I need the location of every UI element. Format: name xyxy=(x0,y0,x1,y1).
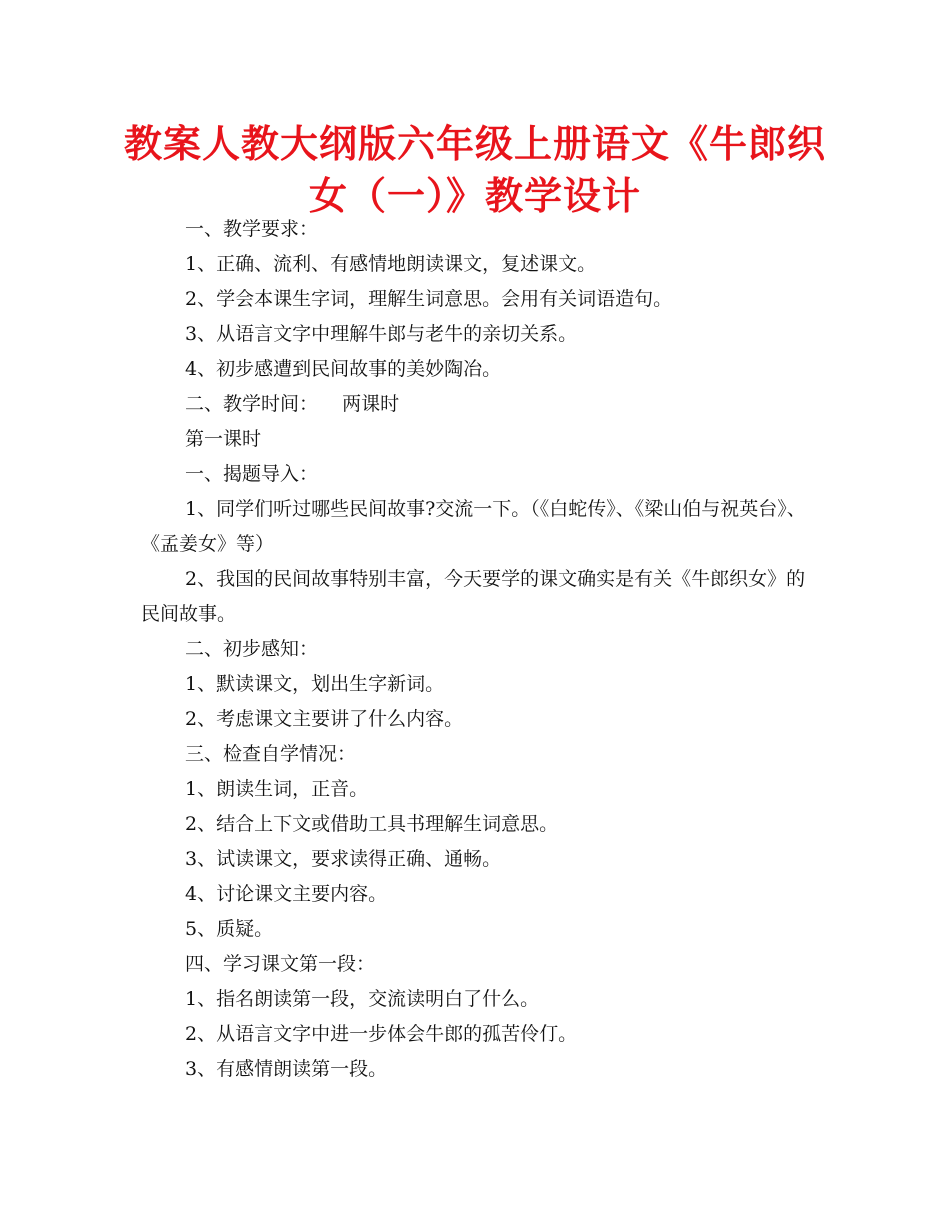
section-heading-time: 二、教学时间： 两课时 xyxy=(185,393,400,415)
section-heading-first-part: 四、学习课文第一段： xyxy=(185,953,376,975)
self-study-item: 2、结合上下文或借助工具书理解生词意思。 xyxy=(185,813,559,835)
section-heading-perception: 二、初步感知： xyxy=(185,638,319,660)
section-heading-self-study: 三、检查自学情况： xyxy=(185,743,357,765)
section-heading-intro: 一、揭题导入： xyxy=(185,463,319,485)
intro-item: 2、我国的民间故事特别丰富，今天要学的课文确实是有关《牛郎织女》的民间故事。 xyxy=(141,568,806,625)
document-title: 教案人教大纲版六年级上册语文《牛郎织女（一）》教学设计 xyxy=(123,122,826,218)
first-part-item: 1、指名朗读第一段，交流读明白了什么。 xyxy=(185,988,540,1010)
self-study-item: 1、朗读生词，正音。 xyxy=(185,778,369,800)
lesson-heading: 第一课时 xyxy=(185,428,262,450)
self-study-item: 3、试读课文，要求读得正确、通畅。 xyxy=(185,848,502,870)
first-part-item: 2、从语言文字中进一步体会牛郎的孤苦伶仃。 xyxy=(185,1023,578,1045)
intro-item: 1、同学们听过哪些民间故事?交流一下。（《白蛇传》、《梁山伯与祝英台》、《孟姜女》等） xyxy=(141,498,806,555)
self-study-item: 4、讨论课文主要内容。 xyxy=(185,883,388,905)
perception-item: 2、考虑课文主要讲了什么内容。 xyxy=(185,708,464,730)
requirement-item: 2、学会本课生字词，理解生词意思。会用有关词语造句。 xyxy=(185,288,673,310)
document-body xyxy=(141,212,817,1087)
section-heading-requirements: 一、教学要求： xyxy=(185,218,319,240)
requirement-item: 1、正确、流利、有感情地朗读课文，复述课文。 xyxy=(185,253,597,275)
perception-item: 1、默读课文，划出生字新词。 xyxy=(185,673,445,695)
first-part-item: 3、有感情朗读第一段。 xyxy=(185,1058,388,1080)
requirement-item: 3、从语言文字中理解牛郎与老牛的亲切关系。 xyxy=(185,323,578,345)
self-study-item: 5、质疑。 xyxy=(185,918,274,940)
requirement-item: 4、初步感遭到民间故事的美妙陶冶。 xyxy=(185,358,502,380)
